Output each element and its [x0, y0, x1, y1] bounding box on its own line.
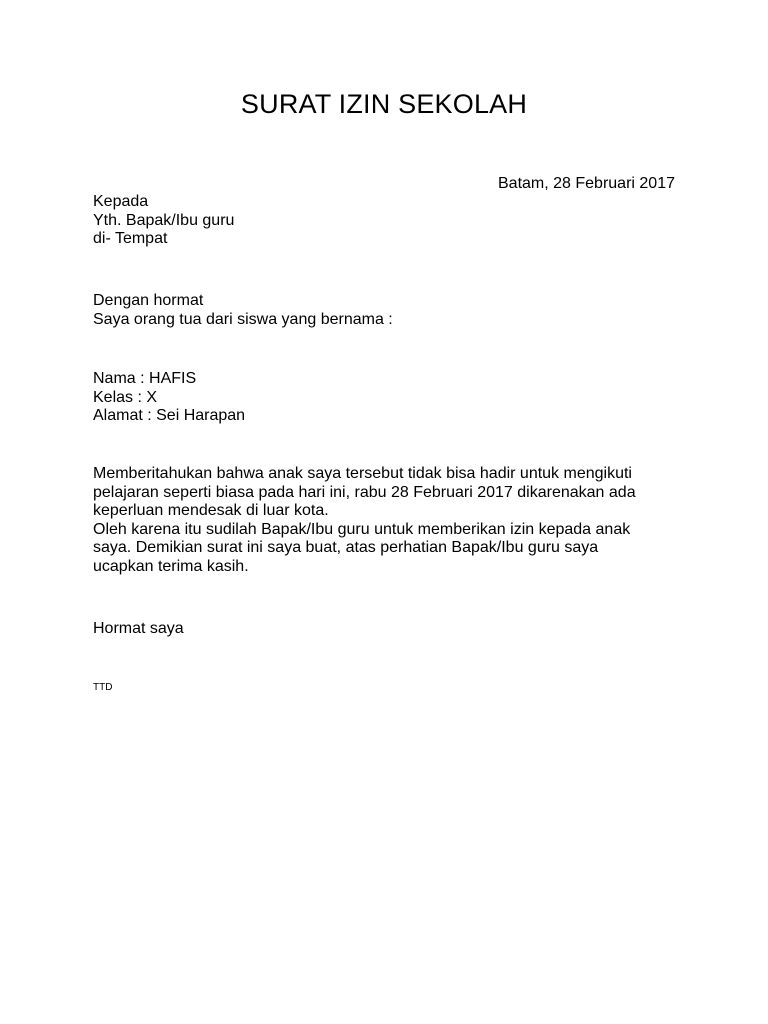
- student-name: Nama : HAFIS: [93, 370, 197, 387]
- recipient-line: di- Tempat: [93, 230, 168, 247]
- salutation-line: Saya orang tua dari siswa yang bernama :: [93, 310, 393, 328]
- body-line: keperluan mendesak di luar kota.: [93, 502, 329, 519]
- recipient-line: Kepada: [93, 193, 149, 210]
- recipient-line: Yth. Bapak/Ibu guru: [93, 211, 235, 229]
- body-line: Oleh karena itu sudilah Bapak/Ibu guru untuk memberikan izin kepada anak: [93, 520, 631, 538]
- recipient-block: [93, 193, 234, 249]
- student-identity-block: [93, 370, 245, 426]
- student-class: Kelas : X: [93, 388, 158, 406]
- body-line: pelajaran seperti biasa pada hari ini, rabu 28 Februari 2017 dikarenakan ada: [93, 483, 636, 501]
- body-line: Memberitahukan bahwa anak saya tersebut tidak bisa hadir untuk mengikuti: [93, 465, 632, 482]
- salutation-line: Dengan hormat: [93, 292, 204, 309]
- closing-line: Hormat saya: [93, 620, 184, 637]
- date-line: Batam, 28 Februari 2017: [498, 175, 675, 192]
- body-line: ucapkan terima kasih.: [93, 557, 249, 575]
- letter-title: SURAT IZIN SEKOLAH: [240, 89, 528, 119]
- student-address: Alamat : Sei Harapan: [93, 407, 246, 424]
- letter-body: [93, 465, 693, 576]
- body-line: saya. Demikian surat ini saya buat, atas perhatian Bapak/Ibu guru saya: [93, 539, 599, 556]
- salutation-block: [93, 292, 393, 329]
- signature-label: TTD: [93, 682, 113, 693]
